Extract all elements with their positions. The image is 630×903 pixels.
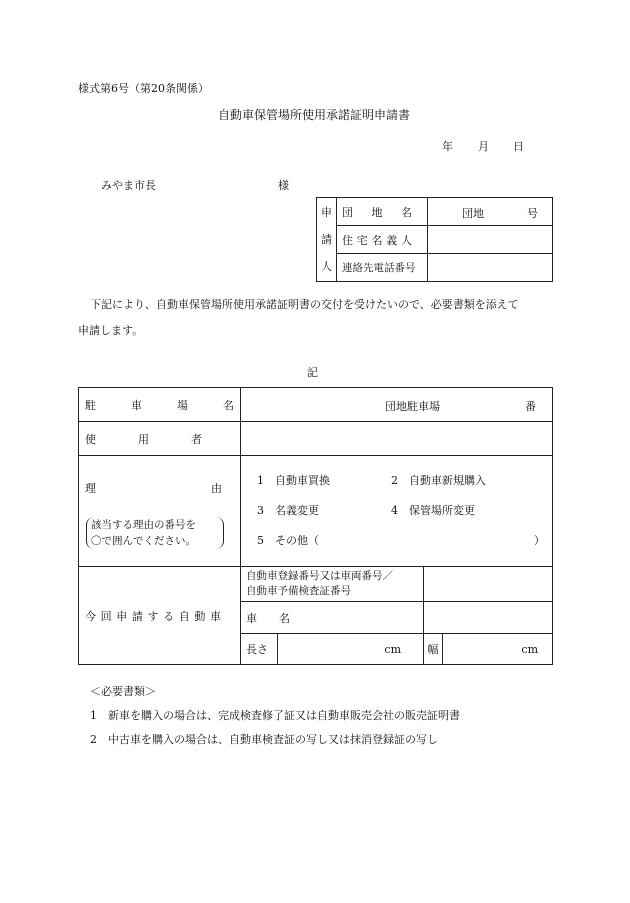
date-year-label: 年 [442, 140, 453, 153]
length-unit: cm [384, 642, 401, 656]
reason-option-1[interactable]: 1 自動車買換 [257, 474, 330, 487]
width-field[interactable] [443, 634, 553, 665]
ki-heading: 記 [307, 366, 318, 379]
reason-option-4[interactable]: 4 保管場所変更 [391, 504, 475, 517]
housing-holder-label: 住 宅 名 義 人 [337, 226, 428, 254]
reason-option-3[interactable]: 3 名義変更 [257, 504, 319, 517]
complex-name-field[interactable]: 団地 号 [428, 198, 553, 226]
width-unit: cm [521, 642, 538, 656]
required-docs-heading: ＜必要書類＞ [90, 685, 156, 698]
reason-options [241, 456, 553, 567]
parking-field[interactable]: 団地駐車場 番 [241, 388, 553, 422]
reason-option-5[interactable]: 5 その他（ [257, 534, 319, 547]
date-month-label: 月 [478, 140, 489, 153]
user-field[interactable] [241, 422, 553, 456]
housing-holder-field[interactable] [428, 226, 553, 254]
phone-field[interactable] [428, 254, 553, 282]
addressee-honorific: 様 [278, 179, 289, 192]
intro-line-1: 下記により、自動車保管場所使用承諾証明書の交付を受けたいので、必要書類を添えて [90, 298, 519, 311]
details-table [78, 387, 553, 665]
vehicle-name-field[interactable] [424, 602, 553, 634]
required-doc-1: 1 新車を購入の場合は、完成検査修了証又は自動車販売会社の販売証明書 [90, 709, 460, 722]
form-title: 自動車保管場所使用承諾証明申請書 [218, 108, 411, 122]
registration-number-field[interactable] [424, 567, 553, 602]
addressee-name: みやま市長 [101, 179, 156, 192]
width-label: 幅 [424, 634, 443, 665]
required-doc-2: 2 中古車を購入の場合は、自動車検査証の写し又は抹消登録証の写し [90, 733, 438, 746]
date-day-label: 日 [513, 140, 524, 153]
vehicle-details [241, 567, 553, 665]
applicant-table [316, 197, 553, 282]
vehicle-name-label: 車 名 [241, 602, 424, 634]
user-label: 使 用 者 [79, 422, 241, 456]
reason-option-2[interactable]: 2 自動車新規購入 [391, 474, 486, 487]
length-field[interactable] [241, 634, 424, 665]
intro-line-2: 申請します。 [78, 324, 144, 337]
applicant-side-label: 申 請 人 [317, 198, 337, 282]
form-number: 様式第6号（第20条関係） [78, 82, 209, 95]
reason-label-cell: 理 由 該当する理由の番号を 〇で囲んでください。 [79, 456, 241, 567]
reason-note: 該当する理由の番号を 〇で囲んでください。 [86, 517, 224, 549]
complex-name-label: 団 地 名 [337, 198, 428, 226]
length-label: 長さ [241, 634, 278, 664]
registration-number-label: 自動車登録番号又は車両番号／ 自動車予備検査証番号 [241, 567, 424, 602]
reason-other-close: ） [534, 534, 545, 547]
parking-label: 駐 車 場 名 [79, 388, 241, 422]
phone-label: 連絡先電話番号 [337, 254, 428, 282]
vehicle-label: 今 回 申 請 す る 自 動 車 [79, 567, 241, 665]
